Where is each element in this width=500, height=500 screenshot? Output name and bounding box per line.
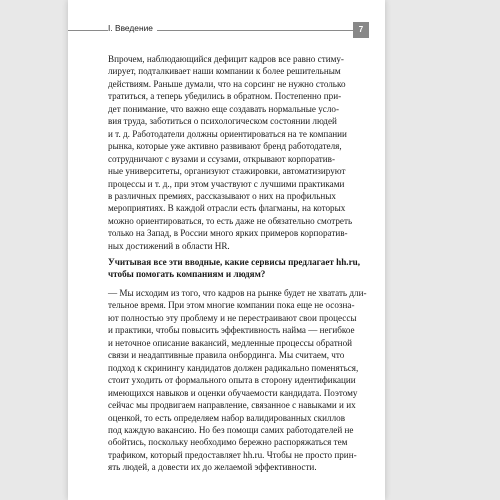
running-header [68,22,385,39]
interview-question [108,256,360,281]
text-line: подход к скринингу кандидатов должен радикально поменяться, [108,362,359,373]
text-line: ять людей, а довести их до желаемой эффективности. [108,462,317,473]
text-line: действиям. Раньше думали, что на сорсинг не нужно столько [108,78,346,89]
text-line: сотрудничают с вузами и ссузами, открывают корпоратив- [108,153,335,164]
body-paragraph [108,53,354,252]
text-line: тратиться, а теперь убедились в обратном. Постепенно при- [108,91,342,102]
text-line: рынка, которые уже активно развивают бренд работодателя, [108,141,342,152]
text-line: и т. д. Работодатели должны ориентироваться на те компании [108,128,347,139]
text-line: оценкой, то есть определяем набор валидированных скиллов [108,412,346,423]
text-line: тельное время. При этом многие компании пока еще не осозна- [108,300,355,311]
text-line: ют полностью эту проблему и не перестраивают свои процессы [108,312,357,323]
text-line: мероприятиях. В каждой отрасли есть флагманы, на которых [108,203,346,214]
text-line: лирует, подталкивает наши компании к более решительным [108,66,341,77]
text-line: Впрочем, наблюдающийся дефицит кадров все равно стиму- [108,54,344,64]
page-number: 7 [353,22,369,38]
text-line: трафиком, который предоставляет hh.ru. Чтобы не просто прин- [108,449,357,460]
text-line: и практики, чтобы повысить эффективность найма — негибкое [108,325,355,336]
text-line: и неточное описание вакансий, медленные процессы обратной [108,337,353,348]
text-line: чтобы помогать компаниям и людям? [108,269,266,280]
text-line: ных достижений в области HR. [108,240,230,251]
section-title: I. Введение [108,23,157,33]
text-line: имеющихся навыков и оценки обучаемости кандидата. Поэтому [108,387,358,398]
text-line: можно ориентироваться, то есть даже не обязательно смотреть [108,215,353,226]
text-line: в различных премиях, рассказывают о них на профильных [108,190,336,201]
text-line: под каждую вакансию. Но без помощи самих работодателей не [108,424,354,435]
text-line: дет понимание, что важно еще создавать нормальные усло- [108,103,340,114]
text-line: обойтись, поскольку необходимо бережно распоряжаться тем [108,437,348,448]
interview-answer [108,287,367,474]
text-line: процессы и т. д., при этом участвуют с лучшими практиками [108,178,345,189]
text-line: Учитывая все эти вводные, какие сервисы предлагает hh.ru, [108,257,360,267]
text-line: ные университеты, организуют стажировки, автоматизируют [108,166,346,177]
text-line: связи и неадаптивные правила онбординга. Мы считаем, что [108,350,345,361]
text-line: вия труда, заботиться о психологическом состоянии людей [108,116,337,127]
text-line: сейчас мы продвигаем направление, связанное с навыками и их [108,400,356,411]
text-line: стоит уходить от формального опыта в сторону идентификации [108,375,356,386]
text-line: — Мы исходим из того, что кадров на рынке будет не хватать дли- [108,288,367,298]
text-line: только на Запад, в России много ярких примеров корпоратив- [108,228,348,239]
book-page [68,0,385,500]
